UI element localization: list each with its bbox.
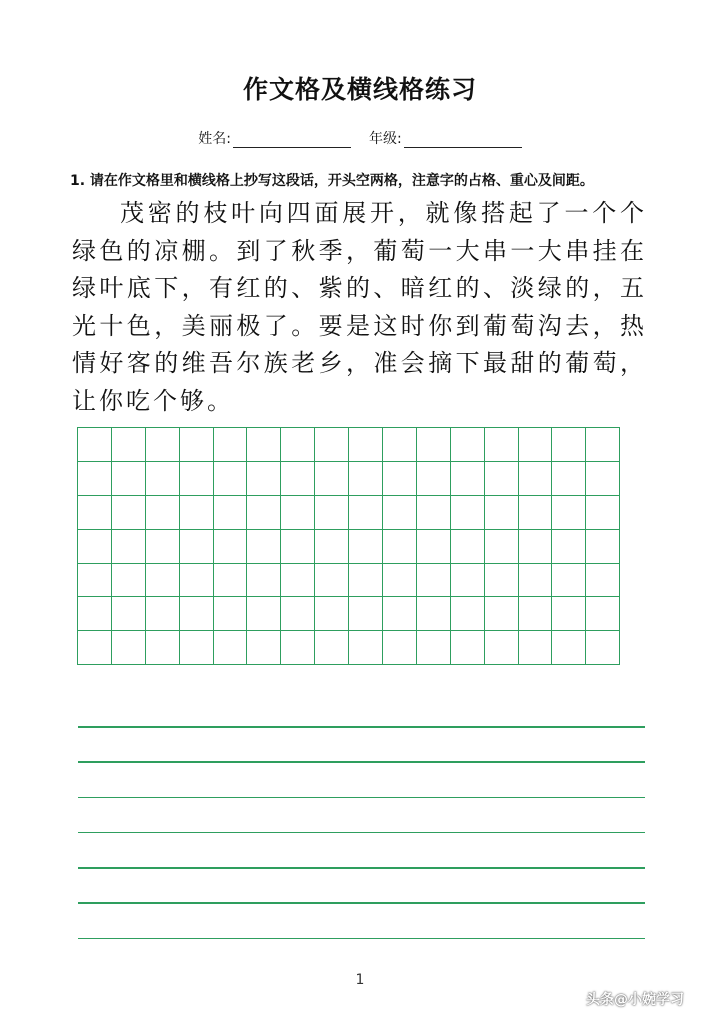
grid-cell — [315, 428, 349, 462]
grid-cell — [519, 496, 553, 530]
grid-cell — [451, 496, 485, 530]
grid-cell — [451, 428, 485, 462]
grid-cell — [281, 496, 315, 530]
grid-cell — [349, 462, 383, 496]
grid-cell — [349, 428, 383, 462]
grid-cell — [78, 631, 112, 665]
writing-line — [78, 867, 645, 869]
grid-cell — [485, 631, 519, 665]
grid-cell — [417, 462, 451, 496]
grid-cell — [417, 564, 451, 598]
instruction-text: 1. 请在作文格里和横线格上抄写这段话，开头空两格，注意字的占格、重心及间距。 — [70, 173, 594, 189]
grid-cell — [485, 462, 519, 496]
grid-cell — [214, 564, 248, 598]
grid-cell — [281, 564, 315, 598]
grid-cell — [78, 496, 112, 530]
writing-lines — [78, 726, 645, 973]
grid-cell — [417, 631, 451, 665]
grid-cell — [247, 462, 281, 496]
grid-row — [78, 564, 620, 598]
grid-cell — [180, 496, 214, 530]
grid-cell — [552, 564, 586, 598]
grid-cell — [146, 564, 180, 598]
grid-cell — [214, 631, 248, 665]
grid-cell — [214, 428, 248, 462]
grid-cell — [552, 496, 586, 530]
grid-cell — [586, 462, 620, 496]
grid-row — [78, 496, 620, 530]
writing-line — [78, 761, 645, 763]
grid-cell — [383, 428, 417, 462]
grid-cell — [78, 597, 112, 631]
grid-cell — [451, 597, 485, 631]
name-blank — [233, 133, 351, 148]
grid-cell — [485, 597, 519, 631]
grid-cell — [451, 530, 485, 564]
grid-cell — [112, 530, 146, 564]
grid-row — [78, 530, 620, 564]
grid-cell — [214, 530, 248, 564]
grid-cell — [315, 564, 349, 598]
grid-cell — [519, 530, 553, 564]
grid-cell — [552, 462, 586, 496]
grid-cell — [451, 462, 485, 496]
grid-row — [78, 428, 620, 462]
grid-cell — [281, 631, 315, 665]
grid-cell — [519, 631, 553, 665]
grid-cell — [586, 631, 620, 665]
grid-cell — [519, 564, 553, 598]
grid-cell — [112, 564, 146, 598]
grid-cell — [315, 462, 349, 496]
writing-line — [78, 832, 645, 834]
grid-cell — [519, 597, 553, 631]
page-number: 1 — [355, 972, 365, 988]
grid-cell — [112, 428, 146, 462]
grid-cell — [485, 428, 519, 462]
grid-cell — [146, 530, 180, 564]
grid-cell — [78, 428, 112, 462]
grid-cell — [485, 530, 519, 564]
grid-cell — [112, 496, 146, 530]
grid-cell — [451, 631, 485, 665]
grid-cell — [349, 631, 383, 665]
grid-cell — [451, 564, 485, 598]
grid-cell — [112, 462, 146, 496]
grid-cell — [315, 597, 349, 631]
grid-cell — [247, 597, 281, 631]
grid-cell — [417, 496, 451, 530]
grid-cell — [349, 597, 383, 631]
grade-field — [369, 128, 522, 148]
grid-cell — [485, 496, 519, 530]
grid-cell — [586, 564, 620, 598]
grid-cell — [214, 496, 248, 530]
grid-cell — [586, 428, 620, 462]
grid-cell — [146, 597, 180, 631]
grid-cell — [349, 564, 383, 598]
grid-cell — [180, 564, 214, 598]
grid-cell — [78, 530, 112, 564]
name-label: 姓名: — [198, 131, 231, 147]
grid-cell — [281, 597, 315, 631]
grid-cell — [146, 462, 180, 496]
grid-cell — [586, 597, 620, 631]
grid-cell — [485, 564, 519, 598]
grid-cell — [315, 631, 349, 665]
student-info-row — [0, 128, 720, 148]
writing-line — [78, 938, 645, 940]
grade-label: 年级: — [369, 131, 402, 147]
worksheet-title: 作文格及横线格练习 — [242, 75, 477, 104]
grid-cell — [552, 597, 586, 631]
grid-cell — [417, 530, 451, 564]
writing-line — [78, 797, 645, 799]
grid-cell — [247, 530, 281, 564]
grid-cell — [180, 631, 214, 665]
grid-cell — [315, 530, 349, 564]
grid-cell — [247, 428, 281, 462]
grid-cell — [180, 597, 214, 631]
grid-cell — [214, 462, 248, 496]
composition-grid — [77, 427, 620, 665]
writing-line — [78, 902, 645, 904]
grid-cell — [247, 496, 281, 530]
grid-cell — [247, 564, 281, 598]
grid-cell — [383, 597, 417, 631]
passage-text: 茂密的枝叶向四面展开，就像搭起了一个个绿色的凉棚。到了秋季，葡萄一大串一大串挂在绿叶底下，有红的、紫的、暗红的、淡绿的，五光十色，美丽极了。要是这时你到葡萄沟去，热情好客的维吾尔族老乡，准会摘下最甜的葡萄，让你吃个够。 — [72, 199, 647, 415]
grid-row — [78, 631, 620, 665]
grid-cell — [180, 428, 214, 462]
grid-cell — [552, 428, 586, 462]
grid-cell — [383, 530, 417, 564]
grid-cell — [315, 496, 349, 530]
grid-cell — [146, 496, 180, 530]
grade-blank — [404, 133, 522, 148]
grid-row — [78, 462, 620, 496]
grid-cell — [349, 496, 383, 530]
grid-cell — [78, 564, 112, 598]
grid-cell — [180, 530, 214, 564]
grid-cell — [586, 530, 620, 564]
grid-cell — [586, 496, 620, 530]
writing-line — [78, 726, 645, 728]
grid-cell — [281, 462, 315, 496]
grid-cell — [247, 631, 281, 665]
watermark: 头条@小婉学习 — [586, 992, 684, 1008]
grid-cell — [214, 597, 248, 631]
grid-cell — [383, 462, 417, 496]
grid-cell — [281, 530, 315, 564]
grid-cell — [519, 428, 553, 462]
name-field — [198, 128, 351, 148]
grid-cell — [519, 462, 553, 496]
grid-cell — [112, 631, 146, 665]
grid-cell — [383, 496, 417, 530]
grid-cell — [383, 631, 417, 665]
grid-cell — [417, 428, 451, 462]
grid-cell — [383, 564, 417, 598]
grid-cell — [552, 530, 586, 564]
grid-cell — [281, 428, 315, 462]
grid-cell — [112, 597, 146, 631]
grid-cell — [146, 631, 180, 665]
grid-cell — [417, 597, 451, 631]
grid-cell — [78, 462, 112, 496]
grid-cell — [349, 530, 383, 564]
grid-cell — [552, 631, 586, 665]
grid-cell — [146, 428, 180, 462]
grid-cell — [180, 462, 214, 496]
grid-row — [78, 597, 620, 631]
